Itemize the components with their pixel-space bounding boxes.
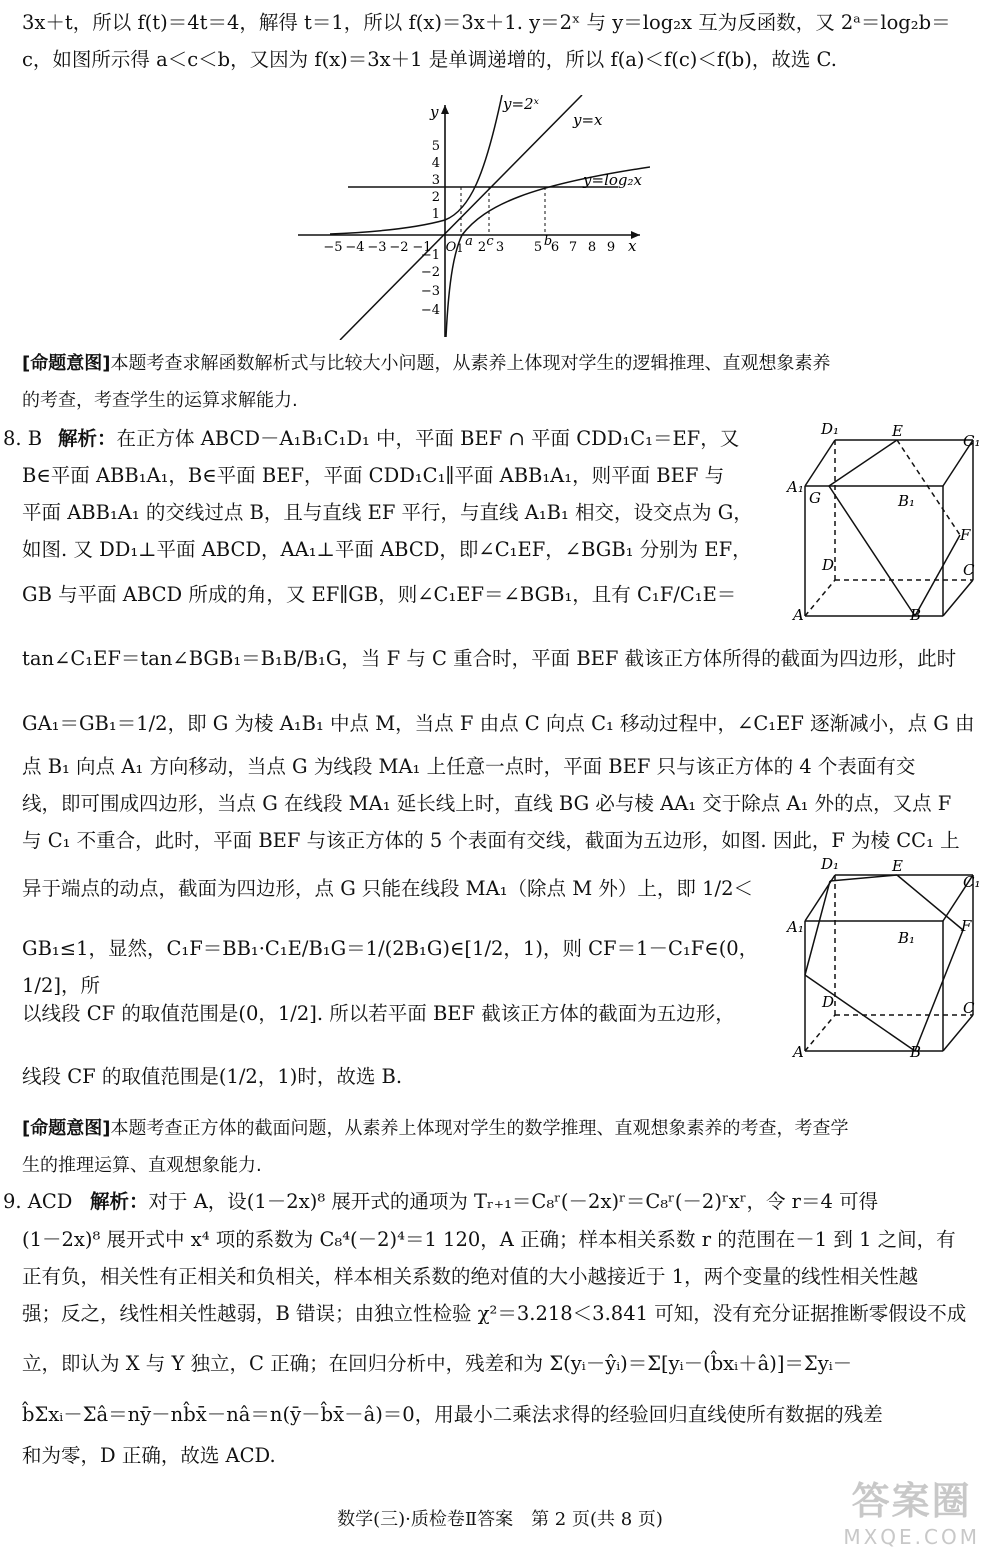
x-tick: 8 [587,240,597,255]
q8-line-5: GB 与平面 ABCD 所成的角，又 EF∥GB，则∠C₁EF＝∠BGB₁，且有 C₁F/C₁E＝ [22,583,737,606]
x-tick: −3 [367,240,387,255]
cube2-B: B [910,1043,922,1061]
q9-line-2: (1－2x)⁸ 展开式中 x⁴ 项的系数为 C₈⁴(－2)⁴＝1 120，A 正确；样本相关系数 r 的范围在－1 到 1 之间，有 [22,1228,956,1251]
cube1-A: A [793,606,804,624]
q8-line-11: 异于端点的动点，截面为四边形，点 G 只能在线段 MA₁（除点 M 外）上，即 1/2＜ [22,877,753,900]
cube1-B: B [910,606,922,624]
x-tick: −1 [412,240,432,255]
note-8-line-1 [22,1110,978,1147]
q9-line-7: 和为零，D 正确，故选 ACD. [22,1444,276,1467]
cube1-G: G [809,489,821,507]
cube2-A1: A₁ [787,918,804,936]
q8-line-9: 线，即可围成四边形，当点 G 在线段 MA₁ 延长线上时，直线 BG 必与棱 AA₁ 交于除点 A₁ 外的点，又点 F [22,792,952,815]
q8-line-10: 与 C₁ 不重合，此时，平面 BEF 与该正方体的 5 个表面有交线，截面为五边形，如图. 因此，F 为棱 CC₁ 上 [22,829,960,852]
note-7-line-2: 的考查，考查学生的运算求解能力. [22,390,298,411]
x-tick: 3 [495,240,505,255]
cube2-A: A [793,1043,804,1061]
cube1-C: C [963,561,975,579]
x-tick-b: b [543,234,553,249]
q8-line-3: 平面 ABB₁A₁ 的交线过点 B，且与直线 EF 平行，与直线 A₁B₁ 相交，设交点为 G， [22,501,753,524]
q8-line-1: 解析：在正方体 ABCD－A₁B₁C₁D₁ 中，平面 BEF ∩ 平面 CDD₁C₁＝EF，又 [58,427,740,450]
x-tick: 2 [477,240,487,255]
cube1-B1: B₁ [898,492,916,510]
x-tick: 5 [533,240,543,255]
x-tick-a: a [465,234,473,249]
q9-line-3: 正有负，相关性有正相关和负相关，样本相关系数的绝对值的大小越接近于 1，两个变量的线性相关性越 [22,1265,919,1288]
note-8-text-1: 本题考查正方体的截面问题，从素养上体现对学生的数学推理、直观想象素养的考查，考查学 [110,1118,849,1139]
axis-label-y: y [430,103,439,121]
y-axis-arrow [441,105,449,114]
q8-line-4: 如图. 又 DD₁⊥平面 ABCD，AA₁⊥平面 ABCD，即∠C₁EF，∠BGB₁ 分别为 EF， [22,538,752,561]
q8-line-6: tan∠C₁EF＝tan∠BGB₁＝B₁B/B₁G，当 F 与 C 重合时，平面 BEF 截该正方体所得的截面为四边形，此时 [22,647,957,670]
watermark-bottom: MXQE.COM [843,1525,980,1549]
line-y-equals-x [340,95,582,340]
cube1-F: F [960,526,971,544]
q9-line-1: 解析：对于 A，设(1－2x)⁸ 展开式的通项为 Tᵣ₊₁＝C₈ʳ(－2x)ʳ＝C₈ʳ(－2)ʳxʳ，令 r＝4 可得 [90,1190,879,1213]
x-tick-labels [323,234,615,255]
y-tick: −2 [420,265,440,280]
y-tick: 5 [431,139,440,154]
q8-line-2: B∈平面 ABB₁A₁，B∈平面 BEF，平面 CDD₁C₁∥平面 ABB₁A₁，则平面 BEF 与 [22,464,725,487]
label-identity: y=x [573,111,603,129]
y-tick: 1 [431,207,440,222]
q9-number: 9. ACD [3,1190,73,1213]
x-tick: −4 [345,240,365,255]
y-tick: −1 [420,248,440,263]
q9-line-5: 立，即认为 X 与 Y 独立，C 正确；在回归分析中，残差和为 Σ(yᵢ－ŷᵢ)＝Σ[yᵢ－(b̂xᵢ＋â)]＝Σyᵢ－ [22,1352,853,1375]
x-tick-c: c [486,234,494,249]
cube2-F: F [961,917,972,935]
y-tick-labels [421,139,440,318]
cube1-A1: A₁ [787,478,804,496]
q8-label: 解析： [58,427,117,450]
q8-number: 8. B [3,427,43,450]
cube2-D: D [822,993,835,1011]
watermark-top: 答案圈 [851,1479,972,1523]
cube1-C1: C₁ [963,432,981,450]
q9-label: 解析： [90,1190,149,1213]
cube2-E: E [892,857,903,875]
cube2-D1: D₁ [821,855,840,873]
y-tick: 4 [431,156,440,171]
cube1-D: D [822,556,835,574]
note-7-line-1 [22,345,978,382]
y-tick: 2 [431,190,440,205]
q8-line-14: 线段 CF 的取值范围是(1/2，1)时，故选 B. [22,1065,403,1088]
x-tick: 7 [568,240,578,255]
note-tag: [命题意图] [22,1118,111,1139]
q8-line-12: GB₁≤1，显然，C₁F＝BB₁·C₁E/B₁G＝1/(2B₁G)∈[1/2，1)，则 CF＝1－C₁F∈(0，1/2]，所 [22,937,759,997]
y-tick: −4 [420,303,440,318]
q8-line-7: GA₁＝GB₁＝1/2，即 G 为棱 A₁B₁ 中点 M，当点 F 由点 C 向点 C₁ 移动过程中，∠C₁EF 逐渐减小，点 G 由 [22,712,975,735]
curve-log [446,167,650,337]
q9-line-4: 强；反之，线性相关性越弱，B 错误；由独立性检验 χ²＝3.218＜3.841 可知，没有充分证据推断零假设不成 [22,1302,967,1325]
curve-exp [330,95,502,234]
x-tick: 9 [606,240,616,255]
x-tick-origin: O [445,240,457,255]
watermark-logo [843,1470,980,1549]
cube-figure-2 [785,855,985,1065]
cube1-D1: D₁ [821,420,840,438]
cube2-C1: C₁ [963,873,981,891]
q8-line-13: 以线段 CF 的取值范围是(0，1/2]. 所以若平面 BEF 截该正方体的截面为五边形， [22,1002,735,1025]
x-tick: −2 [389,240,409,255]
q8-line-8: 点 B₁ 向点 A₁ 方向移动，当点 G 为线段 MA₁ 上任意一点时，平面 BEF 只与该正方体的 4 个表面有交 [22,755,916,778]
x-tick-6: 6 [550,240,560,255]
cube-figure-1 [785,420,985,625]
axis-label-x: x [628,237,637,255]
x-tick-1: 1 [456,242,464,255]
label-log: y=log₂x [583,171,642,189]
y-tick: 3 [431,173,440,188]
cube2-C: C [963,999,975,1017]
x-tick: −5 [323,240,343,255]
cube1-E: E [892,422,903,440]
page-footer: 数学(三)·质检卷Ⅱ答案 第 2 页(共 8 页) [337,1509,663,1530]
intro-line-1: 3x＋t，所以 f(t)＝4t＝4，解得 t＝1，所以 f(x)＝3x＋1. y＝2ˣ 与 y＝log₂x 互为反函数，又 2ᵃ＝log₂b＝ [22,11,951,34]
q9-line-6: b̂Σxᵢ－Σâ＝nȳ－nb̂x̄－nâ＝n(ȳ－b̂x̄－â)＝0，用最小二乘法求得的经验回归直线使所有数据的残差 [22,1403,883,1426]
intro-line-2: c，如图所示得 a＜c＜b，又因为 f(x)＝3x＋1 是单调递增的，所以 f(a)＜f(c)＜f(b)，故选 C. [22,48,837,71]
label-exp: y=2ˣ [503,95,539,113]
cube2-B1: B₁ [898,929,916,947]
note-7-text-1: 本题考查求解函数解析式与比较大小问题，从素养上体现对学生的逻辑推理、直观想象素养 [110,353,831,374]
note-8-line-2: 生的推理运算、直观想象能力. [22,1155,262,1176]
note-tag: [命题意图] [22,353,111,374]
y-tick: −3 [420,284,440,299]
function-graph [290,95,650,340]
